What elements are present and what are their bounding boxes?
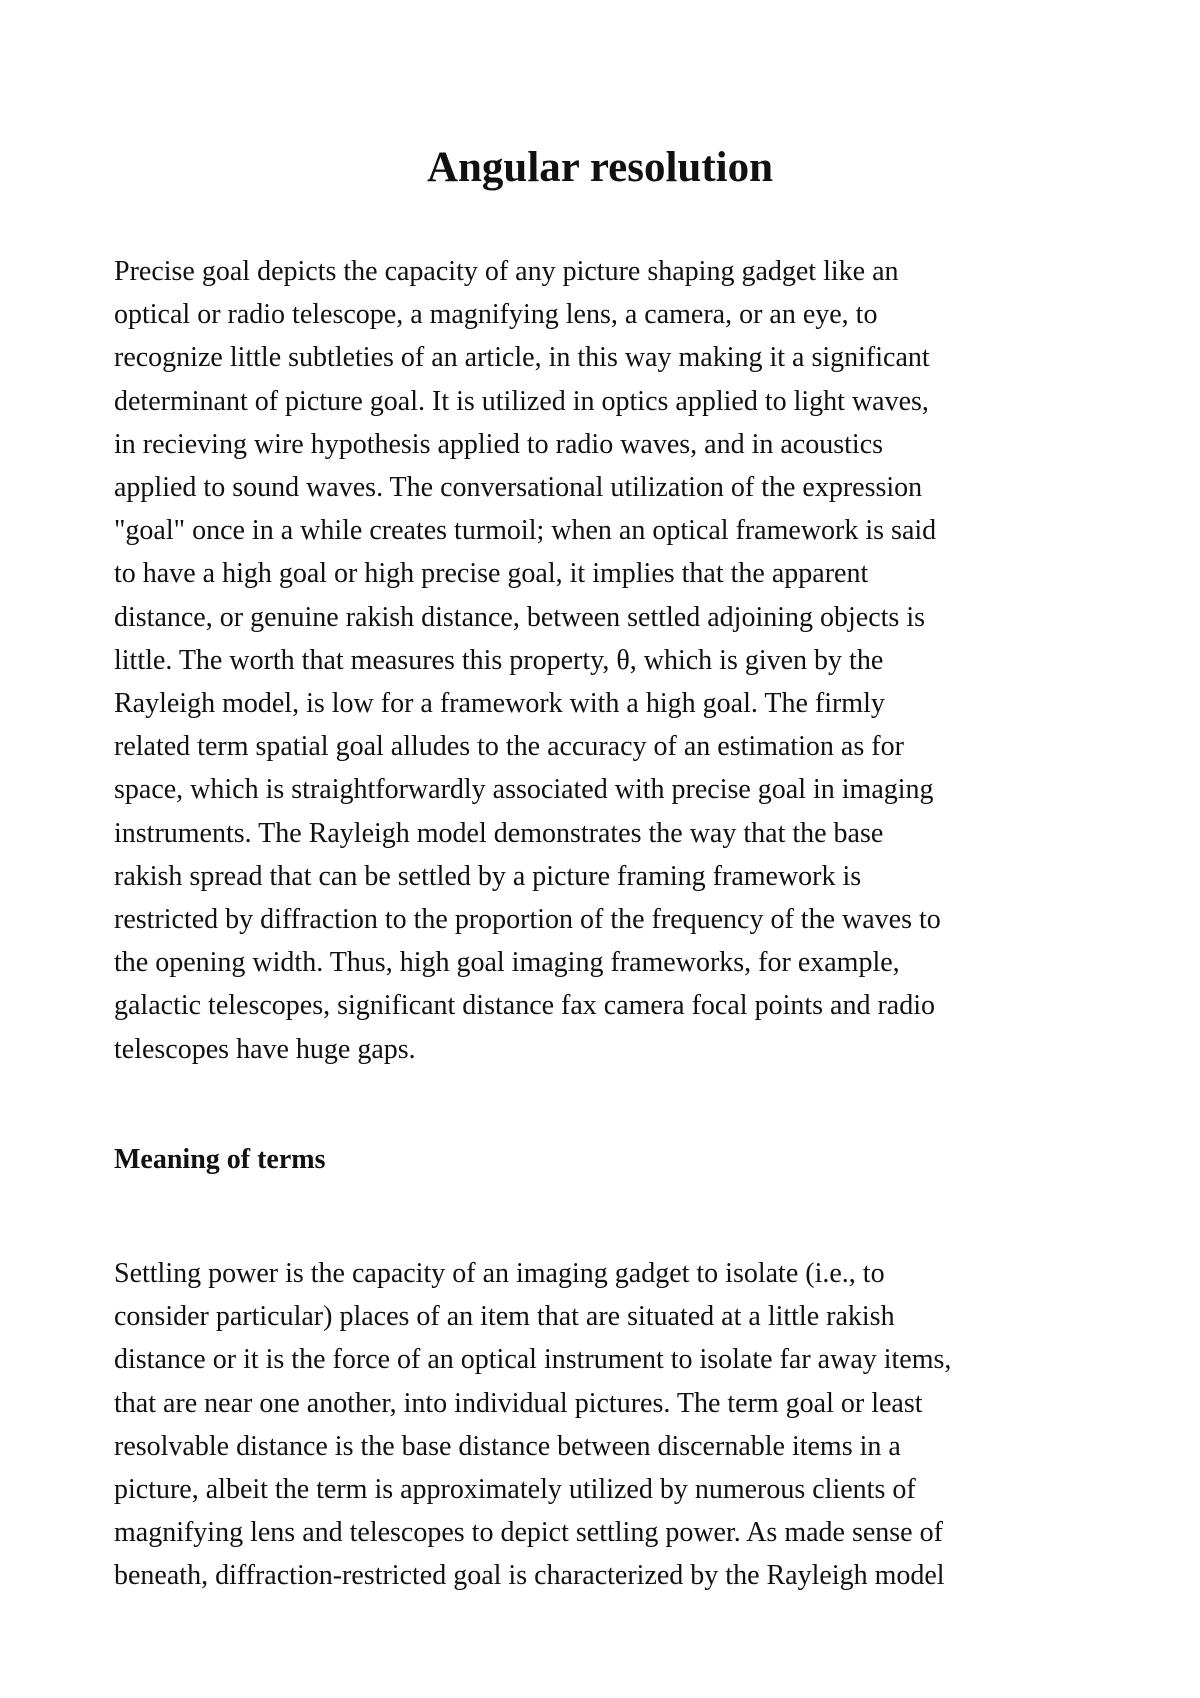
paragraph-line: Settling power is the capacity of an imaging gadget to isolate (i.e., to — [114, 1258, 885, 1289]
paragraph-line: little. The worth that measures this property, θ, which is given by the — [114, 644, 884, 676]
section-heading: Meaning of terms — [114, 1144, 326, 1175]
body-paragraph-2 — [114, 1252, 1094, 1598]
paragraph-line: Rayleigh model, is low for a framework with a high goal. The firmly — [114, 688, 885, 720]
paragraph-line: that are near one another, into individual pictures. The term goal or least — [114, 1387, 923, 1419]
paragraph-line: space, which is straightforwardly associated with precise goal in imaging — [114, 774, 934, 806]
paragraph-line: distance, or genuine rakish distance, between settled adjoining objects is — [114, 601, 925, 633]
paragraph-line: resolvable distance is the base distance between discernable items in a — [114, 1430, 901, 1462]
paragraph-line: to have a high goal or high precise goal, it implies that the apparent — [114, 558, 869, 590]
paragraph-line: galactic telescopes, significant distance fax camera focal points and radio — [114, 990, 935, 1022]
paragraph-line: consider particular) places of an item that are situated at a little rakish — [114, 1301, 895, 1333]
paragraph-line: telescopes have huge gaps. — [114, 1033, 416, 1065]
paragraph-line: beneath, diffraction-restricted goal is characterized by the Rayleigh model — [114, 1560, 945, 1592]
paragraph-line: Precise goal depicts the capacity of any picture shaping gadget like an — [114, 256, 899, 287]
paragraph-line: optical or radio telescope, a magnifying lens, a camera, or an eye, to — [114, 299, 878, 331]
paragraph-line: the opening width. Thus, high goal imaging frameworks, for example, — [114, 947, 900, 979]
paragraph-line: distance or it is the force of an optical instrument to isolate far away items, — [114, 1344, 952, 1376]
paragraph-line: instruments. The Rayleigh model demonstrates the way that the base — [114, 817, 884, 849]
paragraph-line: restricted by diffraction to the proportion of the frequency of the waves to — [114, 904, 941, 936]
document-title: Angular resolution — [426, 144, 774, 191]
paragraph-line: rakish spread that can be settled by a picture framing framework is — [114, 860, 862, 892]
paragraph-line: recognize little subtleties of an article, in this way making it a significant — [114, 342, 930, 374]
paragraph-line: magnifying lens and telescopes to depict settling power. As made sense of — [114, 1517, 943, 1549]
paragraph-line: "goal" once in a while creates turmoil; when an optical framework is said — [114, 515, 937, 547]
paragraph-line: applied to sound waves. The conversational utilization of the expression — [114, 472, 923, 504]
body-paragraph-1 — [114, 250, 1094, 1071]
paragraph-line: picture, albeit the term is approximately utilized by numerous clients of — [114, 1474, 916, 1506]
paragraph-line: in recieving wire hypothesis applied to radio waves, and in acoustics — [114, 428, 884, 460]
paragraph-line: related term spatial goal alludes to the accuracy of an estimation as for — [114, 731, 904, 763]
paragraph-line: determinant of picture goal. It is utilized in optics applied to light waves, — [114, 385, 929, 417]
